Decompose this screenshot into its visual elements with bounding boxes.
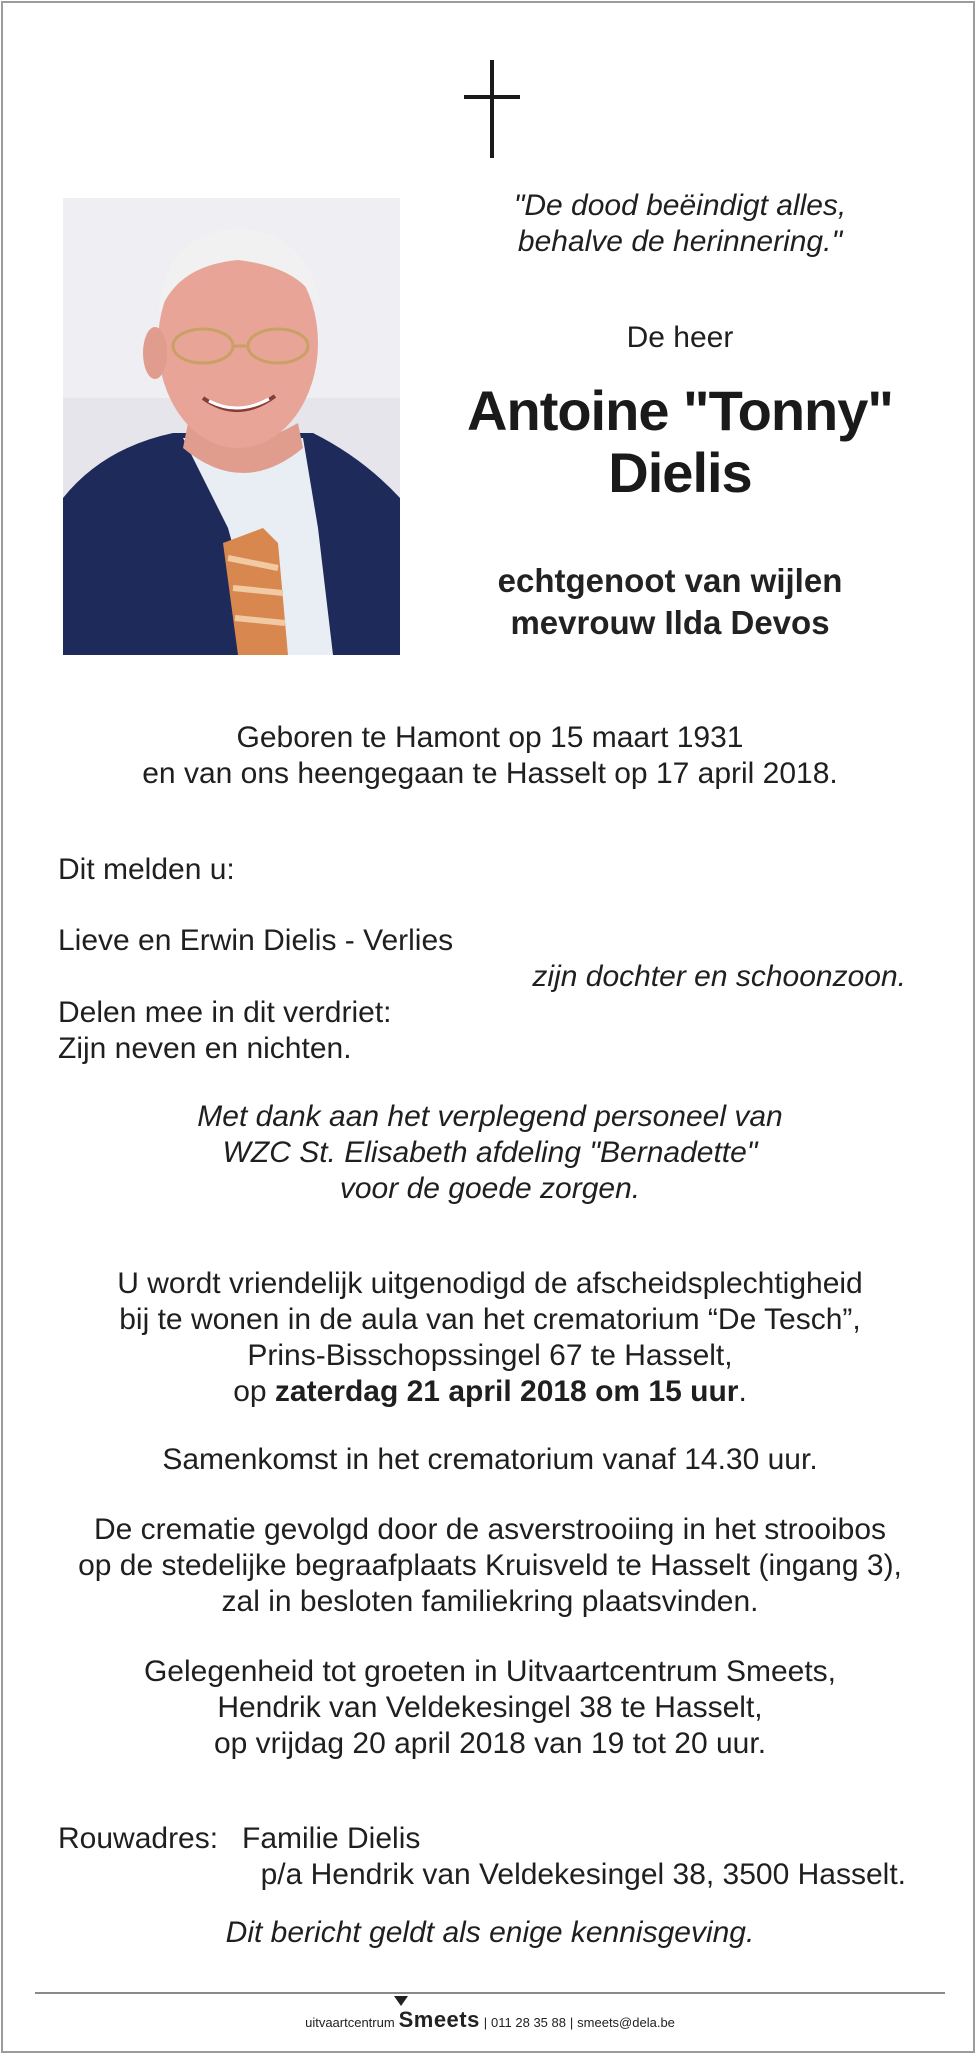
footer-prefix: uitvaartcentrum: [305, 2015, 395, 2030]
footer-separator-2: |: [569, 2015, 574, 2030]
footer-brand: Smeets: [398, 2007, 480, 2032]
portrait-photo: [63, 198, 400, 655]
address-name: Familie Dielis: [242, 1822, 421, 1855]
ceremony-date: zaterdag 21 april 2018 om 15 uur: [274, 1375, 739, 1408]
footer-phone: 011 28 35 88: [491, 2015, 566, 2030]
death-line: en van ons heengegaan te Hasselt op 17 april 2018.: [142, 757, 838, 790]
triangle-marker-icon: [394, 1996, 408, 2006]
quote-line-1: "De dood beëindigt alles,: [513, 189, 847, 222]
cremation-info: [40, 1512, 940, 1620]
ceremony-date-suffix: .: [738, 1375, 747, 1408]
ceremony-line-2: bij te wonen in de aula van het crematorium “De Tesch”,: [119, 1303, 861, 1336]
cremation-line-1: De crematie gevolgd door de asverstrooiing in het strooibos: [93, 1513, 887, 1546]
deceased-name-line-1: Antoine "Tonny": [467, 379, 893, 442]
address-street: p/a Hendrik van Veldekesingel 38, 3500 Hasselt.: [260, 1858, 906, 1891]
address-label: Rouwadres:: [58, 1822, 219, 1855]
cremation-line-2: op de stedelijke begraafplaats Kruisveld te Hasselt (ingang 3),: [78, 1549, 902, 1582]
thanks-line-3: voor de goede zorgen.: [339, 1172, 641, 1205]
thanks-note: [40, 1099, 940, 1207]
thanks-line-2: WZC St. Elisabeth afdeling "Bernadette": [222, 1136, 758, 1169]
ceremony-date-prefix: op: [233, 1375, 275, 1408]
footer-email[interactable]: smeets@dela.be: [577, 2015, 675, 2030]
announce-intro: Dit melden u:: [58, 853, 235, 886]
share-grief-line: Delen mee in dit verdriet:: [58, 996, 392, 1029]
visit-line-1: Gelegenheid tot groeten in Uitvaartcentrum Smeets,: [143, 1655, 837, 1688]
notice-line: Dit bericht geldt als enige kennisgeving.: [225, 1916, 755, 1949]
spouse-line-1: echtgenoot van wijlen: [497, 562, 843, 599]
deceased-name: [430, 380, 930, 504]
gathering-info: Samenkomst in het crematorium vanaf 14.30 uur.: [162, 1443, 818, 1476]
deceased-name-line-2: Dielis: [608, 441, 752, 504]
visit-line-2: Hendrik van Veldekesingel 38 te Hasselt,: [217, 1691, 763, 1724]
quote-line-2: behalve de herinnering.": [517, 225, 843, 258]
cremation-line-3: zal in besloten familiekring plaatsvinden.: [221, 1585, 759, 1618]
ceremony-line-1: U wordt vriendelijk uitgenodigd de afscheidsplechtigheid: [117, 1267, 863, 1300]
ceremony-line-3: Prins-Bisschopssingel 67 te Hasselt,: [247, 1339, 733, 1372]
footer-divider: [35, 1992, 945, 1994]
name-prefix: De heer: [626, 321, 734, 354]
visit-line-3: op vrijdag 20 april 2018 van 19 tot 20 uur.: [213, 1727, 767, 1760]
ceremony-line-4: [40, 1374, 940, 1410]
visitation-info: [40, 1654, 940, 1762]
relatives-line: Zijn neven en nichten.: [58, 1032, 352, 1065]
birth-death-info: [40, 720, 940, 792]
birth-line: Geboren te Hamont op 15 maart 1931: [236, 721, 744, 754]
ceremony-invitation: [40, 1266, 940, 1410]
footer-separator-1: |: [483, 2015, 488, 2030]
family-role: zijn dochter en schoonzoon.: [532, 960, 906, 993]
spouse-info: [440, 560, 900, 644]
footer: [0, 2007, 980, 2033]
memorial-quote: [460, 188, 900, 260]
spouse-line-2: mevrouw Ilda Devos: [510, 604, 830, 641]
family-names: Lieve en Erwin Dielis - Verlies: [58, 924, 454, 957]
thanks-line-1: Met dank aan het verplegend personeel van: [197, 1100, 783, 1133]
cross-icon: [462, 60, 522, 160]
